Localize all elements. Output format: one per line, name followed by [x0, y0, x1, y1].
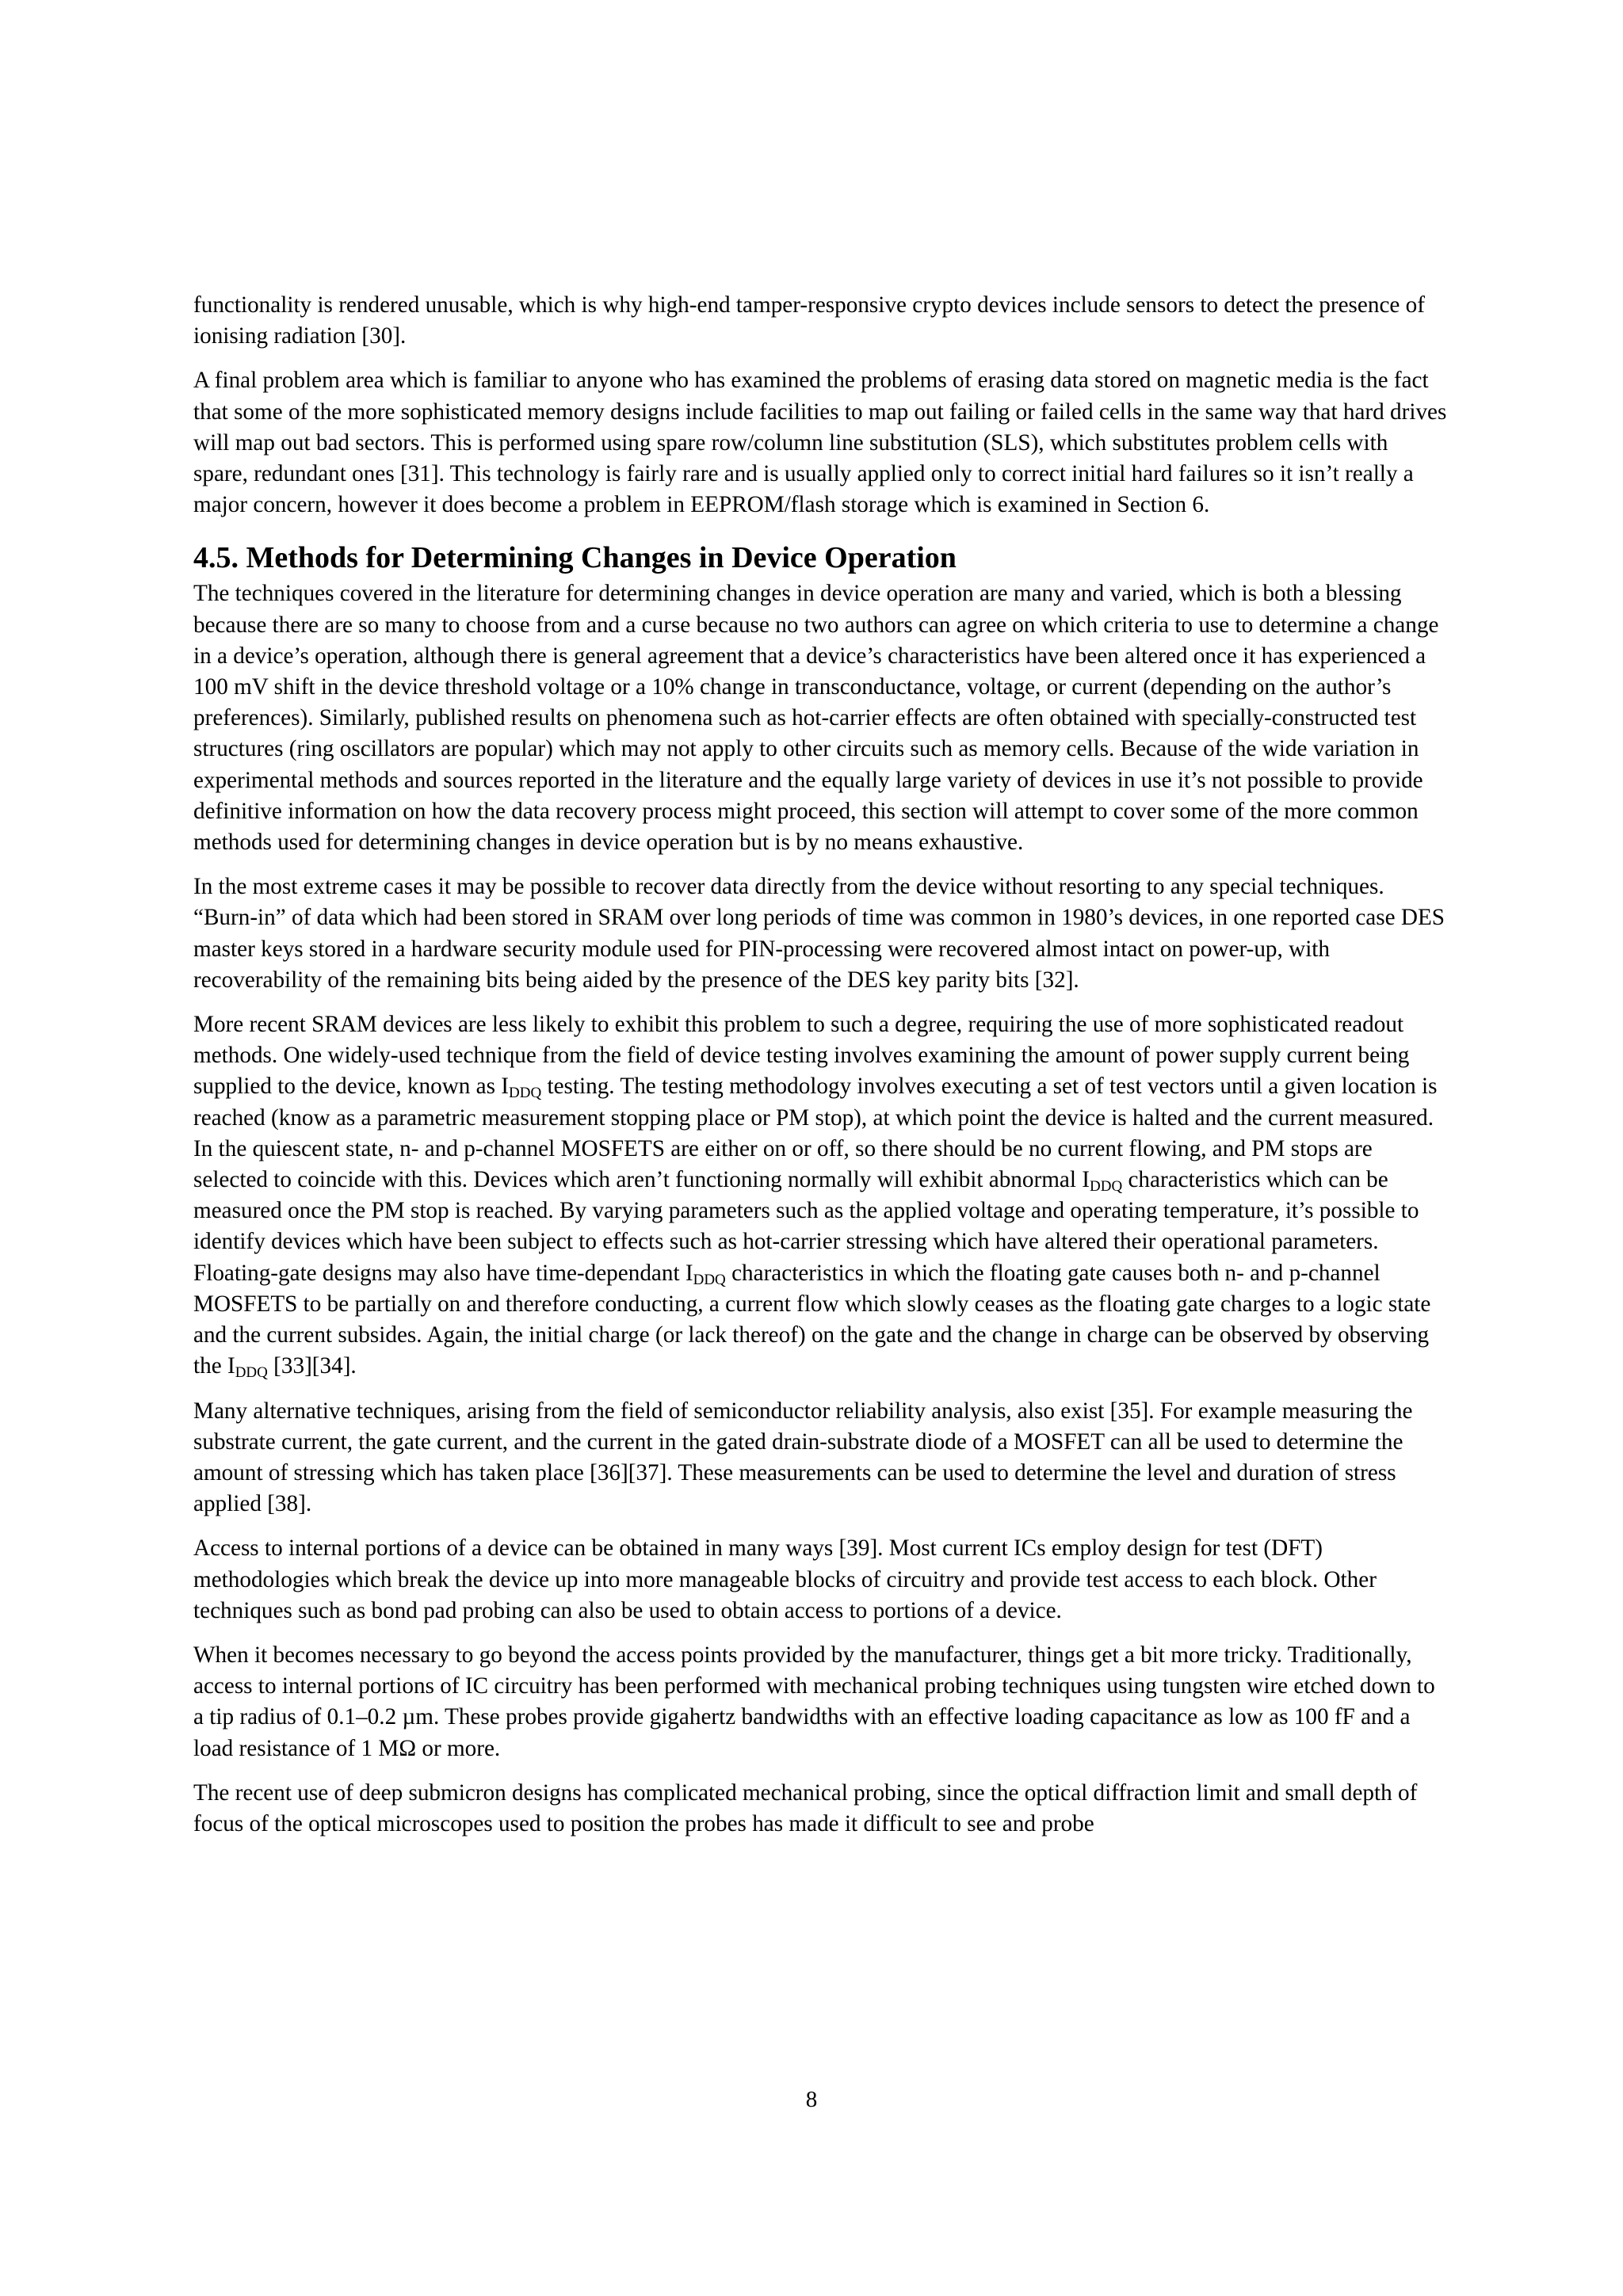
- paragraph-iddq: [193, 1009, 1447, 1382]
- paragraph: The techniques covered in the literature for determining changes in device operation are many and varied, which is both a blessing because there are so many to choose from and a curse because no two authors can agree on which criteria to use to determine a change in a device’s operation, although there is general agreement that a device’s characteristics have been altered once it has experienced a 100 mV shift in the device threshold voltage or a 10% change in transconductance, voltage, or current (depending on the author’s preferences). Similarly, published results on phenomena such as hot-carrier effects are often obtained with specially-constructed test structures (ring oscillators are popular) which may not apply to other circuits such as memory cells. Because of the wide variation in experimental methods and sources reported in the literature and the equally large variety of devices in use it’s not possible to provide definitive information on how the data recovery process might proceed, this section will attempt to cover some of the more common methods used for determining changes in device operation but is by no means exhaustive.: [193, 581, 1439, 856]
- subscript: DDQ: [1090, 1178, 1123, 1196]
- text-run: testing. The testing methodology involves executing a set of test vectors until a given location is reached (know as a parametric measurement stopping place or PM stop), at which point the device is halted and the current measured. In the quiescent state, n- and p-channel MOSFETS are either on or off, so there should be no current flowing, and PM stops are selected to coincide with this. Devices which aren’t functioning normally will exhibit abnormal I: [193, 1074, 1438, 1193]
- subscript: DDQ: [509, 1085, 542, 1102]
- section-heading: 4.5. Methods for Determining Changes in Device Operation: [193, 541, 957, 575]
- text-run: characteristics which can be measured once the PM stop is reached. By varying parameters such as the applied voltage and operating temperature, it’s possible to identify devices which have been subject to effects such as hot-carrier stressing which have altered their operational parameters. Floating-gate designs may also have time-dependant I: [193, 1167, 1419, 1286]
- text-run: characteristics in which the floating gate causes both n- and p-channel MOSFETS to be partially on and therefore conducting, a current flow which slowly ceases as the floating gate charges to a logic state and the current subsides. Again, the initial charge (or lack thereof) on the gate and the change in charge can be observed by observing the I: [193, 1260, 1431, 1379]
- paragraph: Access to internal portions of a device can be obtained in many ways [39]. Most current ICs employ design for test (DFT) methodologies which break the device up into more manageable blocks of circuitry and provide test access to each block. Other techniques such as bond pad probing can also be used to obtain access to portions of a device.: [193, 1535, 1377, 1623]
- text-run: More recent SRAM devices are less likely to exhibit this problem to such a degree, requiring the use of more sophisticated readout methods. One widely-used technique from the field of device testing involves examining the amount of power supply current being supplied to the device, known as I: [193, 1012, 1410, 1100]
- text-run: [33][34].: [267, 1353, 357, 1379]
- paragraph: In the most extreme cases it may be possible to recover data directly from the device without resorting to any special techniques. “Burn-in” of data which had been stored in SRAM over long periods of time was common in 1980’s devices, in one reported case DES master keys stored in a hardware security module used for PIN-processing were recovered almost intact on power-up, with recoverability of the remaining bits being aided by the presence of the DES key parity bits [32].: [193, 874, 1445, 993]
- paragraph: Many alternative techniques, arising from the field of semiconductor reliability analysis, also exist [35]. For example measuring the substrate current, the gate current, and the current in the gated drain-substrate diode of a MOSFET can all be used to determine the amount of stressing which has taken place [36][37]. These measurements can be used to determine the level and duration of stress applied [38].: [193, 1398, 1413, 1517]
- paragraph: functionality is rendered unusable, which is why high-end tamper-responsive crypto devices include sensors to detect the presence of ionising radiation [30].: [193, 292, 1425, 349]
- subscript: DDQ: [235, 1364, 268, 1382]
- page-body: [193, 290, 1447, 1853]
- subscript: DDQ: [693, 1271, 726, 1288]
- paragraph: A final problem area which is familiar to anyone who has examined the problems of erasing data stored on magnetic media is the fact that some of the more sophisticated memory designs include facilities to map out failing or failed cells in the same way that hard drives will map out bad sectors. This is performed using spare row/column line substitution (SLS), which substitutes problem cells with spare, redundant ones [31]. This technology is fairly rare and is usually applied only to correct initial hard failures so it isn’t really a major concern, however it does become a problem in EEPROM/flash storage which is examined in Section 6.: [193, 368, 1447, 518]
- page-number: 8: [805, 2087, 818, 2112]
- paragraph: When it becomes necessary to go beyond the access points provided by the manufacturer, things get a bit more tricky. Traditionally, access to internal portions of IC circuitry has been performed with mechanical probing techniques using tungsten wire etched down to a tip radius of 0.1–0.2 µm. These probes provide gigahertz bandwidths with an effective loading capacitance as low as 100 fF and a load resistance of 1 MΩ or more.: [193, 1642, 1435, 1761]
- paragraph: The recent use of deep submicron designs has complicated mechanical probing, since the optical diffraction limit and small depth of focus of the optical microscopes used to position the probes has made it difficult to see and probe: [193, 1779, 1418, 1836]
